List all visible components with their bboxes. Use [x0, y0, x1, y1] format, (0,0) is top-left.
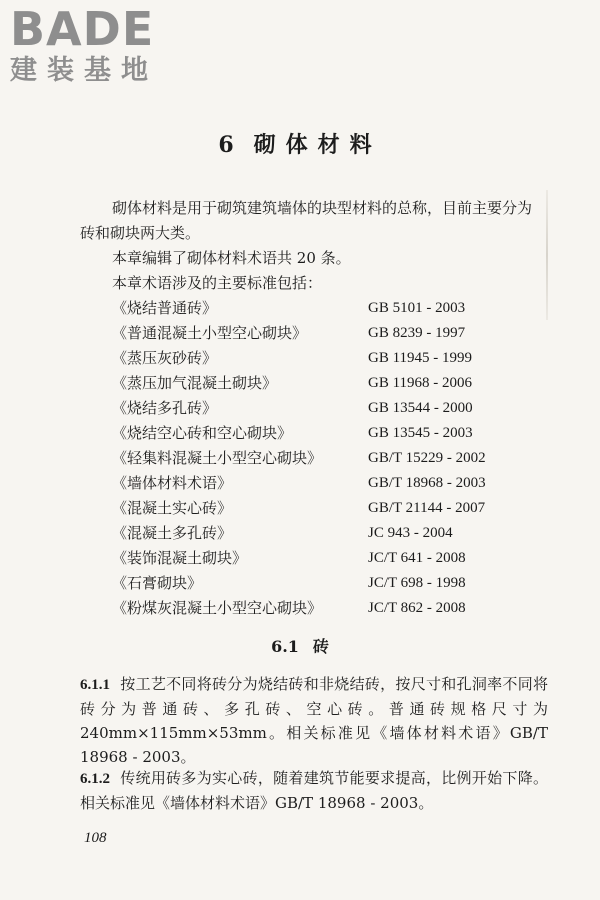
- standard-row: [112, 496, 542, 521]
- bade-logo: [10, 2, 180, 92]
- clause-number: 6.1.2: [80, 771, 110, 787]
- standard-name: 《装饰混凝土砌块》: [112, 549, 248, 567]
- standard-row: [112, 546, 542, 571]
- standard-code: JC/T 698 - 1998: [368, 575, 466, 591]
- chapter-number: 6: [218, 132, 236, 158]
- standard-row: [112, 596, 542, 621]
- standard-code: GB 13545 - 2003: [368, 425, 473, 441]
- clause-text: 传统用砖多为实心砖，随着建筑节能要求提高，比例开始下降。相关标准见《墙体材料术语》GB/T 18968 - 2003。: [80, 769, 548, 812]
- standard-row: [112, 321, 542, 346]
- intro-paragraph-3: 本章术语涉及的主要标准包括：: [112, 274, 323, 292]
- standard-row: [112, 446, 542, 471]
- standard-row: [112, 521, 542, 546]
- standard-code: GB 5101 - 2003: [368, 300, 466, 316]
- section-title: [0, 634, 600, 657]
- standard-code: GB 11968 - 2006: [368, 375, 473, 391]
- standard-name: 《石膏砌块》: [112, 574, 203, 592]
- standard-row: [112, 296, 542, 321]
- standard-code: GB/T 18968 - 2003: [368, 475, 486, 491]
- intro-paragraph-2: 本章编辑了砌体材料术语共 20 条。: [112, 249, 351, 267]
- standard-code: GB 13544 - 2000: [368, 400, 473, 416]
- standard-row: [112, 396, 542, 421]
- clause-6-1-2: [80, 766, 548, 815]
- page-number: 108: [84, 830, 107, 846]
- logo-brand: BADE: [10, 2, 155, 56]
- standard-name: 《蒸压灰砂砖》: [112, 349, 218, 367]
- section-name: 砖: [312, 637, 329, 656]
- standard-code: GB/T 21144 - 2007: [368, 500, 486, 516]
- standard-name: 《蒸压加气混凝土砌块》: [112, 374, 278, 392]
- standard-name: 《烧结空心砖和空心砌块》: [112, 424, 293, 442]
- standard-code: JC/T 641 - 2008: [368, 550, 466, 566]
- standards-list: [112, 296, 542, 621]
- standard-name: 《混凝土多孔砖》: [112, 524, 233, 542]
- logo-subtitle: 建装基地: [10, 55, 158, 86]
- standard-code: JC/T 862 - 2008: [368, 600, 466, 616]
- chapter-name: 砌体材料: [253, 132, 382, 158]
- standard-row: [112, 571, 542, 596]
- standard-name: 《普通混凝土小型空心砌块》: [112, 324, 308, 342]
- standard-name: 《烧结多孔砖》: [112, 399, 218, 417]
- standard-row: [112, 371, 542, 396]
- standard-name: 《轻集料混凝土小型空心砌块》: [112, 449, 323, 467]
- section-number: 6.1: [271, 637, 299, 656]
- standard-row: [112, 421, 542, 446]
- standard-row: [112, 346, 542, 371]
- standard-code: GB/T 15229 - 2002: [368, 450, 486, 466]
- clause-6-1-1: [80, 672, 548, 769]
- standard-code: GB 8239 - 1997: [368, 325, 466, 341]
- scan-artifact: [546, 190, 548, 320]
- standard-name: 《烧结普通砖》: [112, 299, 218, 317]
- standard-name: 《粉煤灰混凝土小型空心砌块》: [112, 599, 323, 617]
- intro-paragraph-1: 砌体材料是用于砌筑建筑墙体的块型材料的总称，目前主要分为砖和砌块两大类。: [80, 199, 533, 242]
- standard-name: 《混凝土实心砖》: [112, 499, 233, 517]
- standard-row: [112, 471, 542, 496]
- chapter-title: [0, 128, 600, 159]
- standard-code: JC 943 - 2004: [368, 525, 453, 541]
- standard-code: GB 11945 - 1999: [368, 350, 473, 366]
- clause-number: 6.1.1: [80, 677, 110, 693]
- standard-name: 《墙体材料术语》: [112, 474, 233, 492]
- clause-text: 按工艺不同将砖分为烧结砖和非烧结砖，按尺寸和孔洞率不同将砖分为普通砖、多孔砖、空心砖。普通砖规格尺寸为240mm×115mm×53mm。相关标准见《墙体材料术语》GB/T 18968 - 2003。: [80, 675, 548, 766]
